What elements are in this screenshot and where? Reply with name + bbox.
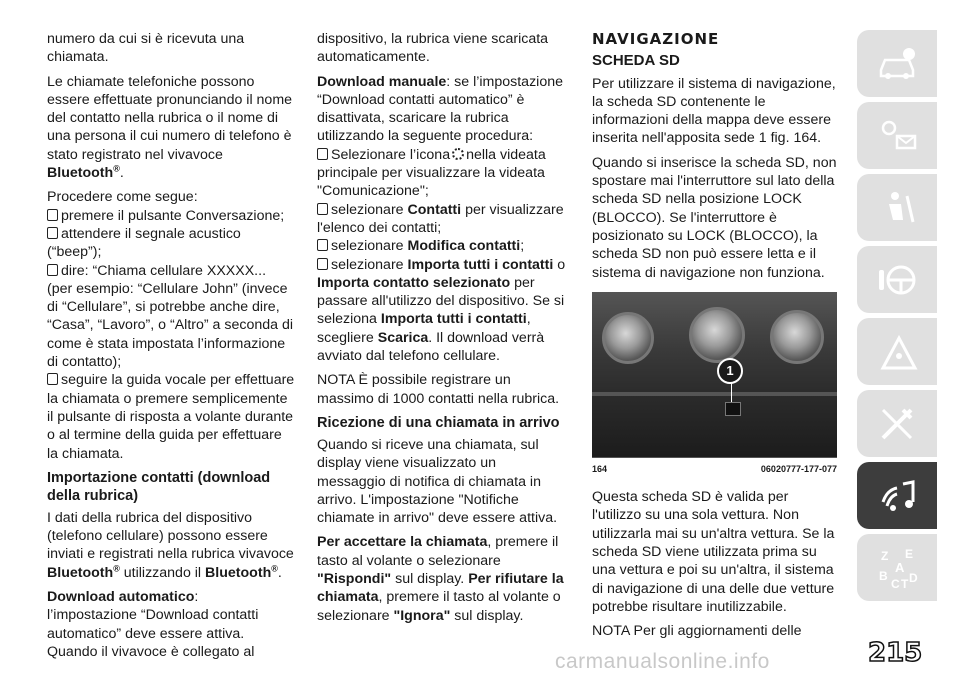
- index-icon: [873, 544, 921, 592]
- callout-line: [731, 382, 732, 402]
- checkbox-icon: [47, 264, 58, 276]
- steering-wheel-icon: [873, 256, 921, 304]
- index-letter: D: [909, 570, 918, 585]
- paragraph: Procedere come segue:: [47, 189, 198, 206]
- page-number: 215: [868, 638, 923, 668]
- note: NOTA Per gli aggiornamenti delle: [592, 623, 802, 640]
- tab-emergency[interactable]: [857, 318, 937, 385]
- climate-knob: [770, 310, 824, 364]
- climate-knob: [602, 312, 654, 364]
- list-item: Selezionare l’icona nella videata principale per visualizzare la videata "Comunicazione";: [317, 146, 546, 200]
- multimedia-icon: [873, 472, 921, 520]
- checkbox-icon: [47, 373, 58, 385]
- checkbox-icon: [47, 209, 58, 221]
- checkbox-icon: [317, 203, 328, 215]
- figure-number: 164: [592, 463, 608, 474]
- paragraph: Le chiamate telefoniche possono essere effettuate pronunciando il nome del contatto nella rubrica o il nome di una persona il cui numero di telefono è stato registrato nel vivavoce Bluetooth®.: [47, 73, 293, 182]
- tab-steering-wheel[interactable]: [857, 246, 937, 313]
- paragraph: Questa scheda SD è valida per l'utilizzo su una sola vettura. Non utilizzarla mai su un'altra vettura. Se la scheda SD viene utilizzata prima su una vettura e poi su un'altra, il sistema di navigazione di una delle due vetture potrebbe risultare inutilizzabile.: [592, 489, 835, 615]
- climate-knob: [689, 307, 745, 363]
- column-1: [47, 30, 295, 667]
- warning-lights-icon: [873, 112, 921, 160]
- tab-car-info[interactable]: [857, 30, 937, 97]
- index-letter: E: [905, 546, 914, 561]
- paragraph: I dati della rubrica del dispositivo (telefono cellulare) possono essere inviati e registrati nella rubrica vivavoce Bluetooth® utilizzando il Bluetooth®.: [47, 509, 294, 581]
- index-letter: Z: [881, 548, 889, 563]
- list-item: seguire la guida vocale per effettuare la chiamata o premere semplicemente il pulsante di risposta a volante durante o al termine della guida per effettuare la chiamata.: [47, 372, 295, 462]
- sd-card-slot: [725, 402, 741, 416]
- checkbox-icon: [317, 258, 328, 270]
- subsection-title: SCHEDA SD: [592, 52, 680, 70]
- note: NOTA È possibile registrare un massimo di 1000 contatti nella rubrica.: [317, 372, 560, 407]
- checkbox-icon: [317, 148, 328, 160]
- list-item: selezionare Contatti per visualizzare l'elenco dei contatti;: [317, 201, 564, 236]
- list-item: premere il pulsante Conversazione;: [47, 207, 295, 225]
- index-letter: A: [895, 559, 905, 575]
- section-heading: Importazione contatti (download della rubrica): [47, 469, 271, 504]
- index-letter: B: [879, 568, 888, 583]
- index-letter: C: [891, 576, 900, 591]
- tab-seat-airbag[interactable]: [857, 174, 937, 241]
- car-info-icon: [873, 40, 921, 88]
- list-item: selezionare Importa tutti i contatti o Importa contatto selezionato per passare all'utilizzo del dispositivo. Se si seleziona Importa tutti i contatti, scegliere Scarica. Il download verrà avviato dal telefono cellulare.: [317, 256, 566, 365]
- tab-multimedia[interactable]: [857, 462, 937, 529]
- paragraph: Download manuale: se l’impostazione “Download contatti automatico” è disattivata, scaricare la rubrica utilizzando la seguente procedura:: [317, 73, 563, 145]
- paragraph: Per utilizzare il sistema di navigazione, la scheda SD contenente le informazioni della mappa deve essere inserita nell'apposita sede 1 fig. 164.: [592, 75, 836, 147]
- list-item: attendere il segnale acustico (“beep”);: [47, 225, 241, 261]
- sd-slot-photo: [592, 292, 837, 457]
- index-letter: T: [901, 576, 909, 591]
- list-item: dire: “Chiama cellulare XXXXX... (per esempio: “Cellulare John” (invece di “Cellulare”, si potrebbe anche dire, “Casa”, “Lavoro”, o “Altro” a seconda di come è stata impostata l’informazione di contatto);: [47, 262, 294, 371]
- column-3: [592, 30, 837, 647]
- maintenance-icon: [873, 400, 921, 448]
- paragraph: dispositivo, la rubrica viene scaricata automaticamente.: [317, 31, 549, 66]
- chapter-sidebar: [857, 30, 937, 606]
- paragraph: Quando si inserisce la scheda SD, non spostare mai l'interruttore sul lato della scheda SD nella posizione LOCK (BLOCCO). Se l'interruttore è posizionato su LOCK (BLOCCO), la scheda SD non può essere letta e il sistema di navigazione non funziona.: [592, 154, 837, 281]
- list-item: selezionare Modifica contatti;: [317, 237, 567, 255]
- paragraph: Download automatico: l’impostazione “Download contatti automatico” deve essere attiva.: [47, 589, 259, 642]
- figure-code: 06020777-177-077: [760, 463, 837, 474]
- figure-caption: [592, 457, 837, 478]
- paragraph: Quando si riceve una chiamata, sul display viene visualizzato un messaggio di notifica di chiamata in arrivo. L'impostazione "Notifiche chiamate in arrivo" deve essere attiva.: [317, 436, 558, 527]
- column-2: [317, 30, 567, 631]
- emergency-icon: [873, 328, 921, 376]
- paragraph: Quando il vivavoce è collegato al: [47, 643, 255, 660]
- watermark: carmanualsonline.info: [555, 650, 770, 673]
- paragraph: numero da cui si è ricevuta una chiamata.: [47, 31, 245, 66]
- checkbox-icon: [47, 227, 58, 239]
- tab-index[interactable]: [857, 534, 937, 601]
- tab-warning-lights[interactable]: [857, 102, 937, 169]
- paragraph: Per accettare la chiamata, premere il tasto al volante o selezionare "Rispondi" sul display. Per rifiutare la chiamata, premere il tasto al volante o selezionare "Ignora" sul display.: [317, 534, 564, 624]
- section-heading: Ricezione di una chiamata in arrivo: [317, 414, 560, 431]
- checkbox-icon: [317, 239, 328, 251]
- section-title: NAVIGAZIONE: [592, 30, 720, 48]
- seat-airbag-icon: [873, 184, 921, 232]
- panel-edge: [592, 392, 837, 396]
- callout-marker: 1: [717, 358, 743, 384]
- tab-maintenance[interactable]: [857, 390, 937, 457]
- gear-icon: [452, 148, 464, 160]
